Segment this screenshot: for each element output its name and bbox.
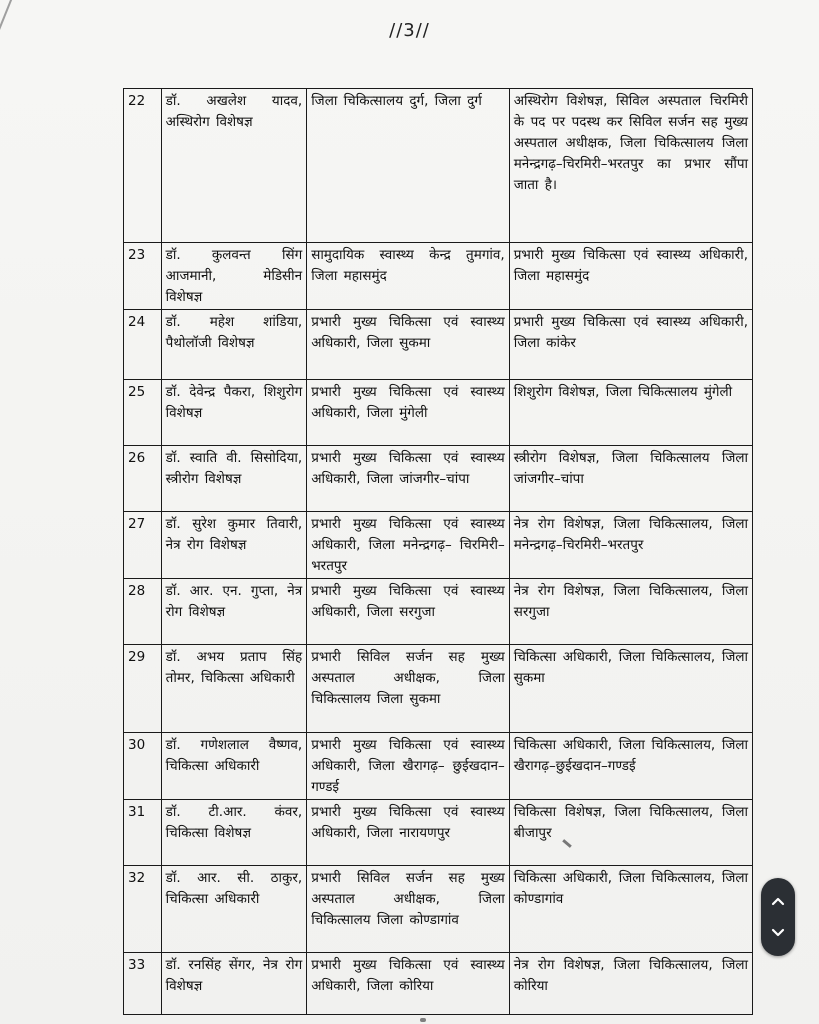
chevron-up-icon — [771, 896, 785, 906]
table-row — [124, 645, 753, 733]
table-row — [124, 380, 753, 446]
current-posting-cell: जिला चिकित्सालय दुर्ग, जिला दुर्ग — [307, 89, 510, 243]
new-posting-cell: अस्थिरोग विशेषज्ञ, सिविल अस्पताल चिरमिरी के पद पर पदस्थ कर सिविल सर्जन सह मुख्य अस्पताल अधीक्षक, जिला चिकित्सालय जिला मनेन्द्रगढ़–चिरमिरी–भरतपुर का प्रभार सौंपा जाता है। — [509, 89, 752, 243]
row-number: 33 — [124, 953, 162, 1015]
current-posting-cell: प्रभारी मुख्य चिकित्सा एवं स्वास्थ्य अधिकारी, जिला जांजगीर–चांपा — [307, 446, 510, 512]
current-posting-cell: प्रभारी मुख्य चिकित्सा एवं स्वास्थ्य अधिकारी, जिला खैरागढ़– छुईखदान–गण्डई — [307, 733, 510, 800]
table-row — [124, 310, 753, 380]
current-posting-cell: सामुदायिक स्वास्थ्य केन्द्र तुमगांव, जिला महासमुंद — [307, 243, 510, 310]
officer-name-cell: डॉ. सुरेश कुमार तिवारी, नेत्र रोग विशेषज्ञ — [161, 512, 307, 579]
current-posting-cell: प्रभारी मुख्य चिकित्सा एवं स्वास्थ्य अधिकारी, जिला मुंगेली — [307, 380, 510, 446]
officer-name-cell: डॉ. देवेन्द्र पैकरा, शिशुरोग विशेषज्ञ — [161, 380, 307, 446]
new-posting-cell: चिकित्सा अधिकारी, जिला चिकित्सालय, जिला सुकमा — [509, 645, 752, 733]
page-number: //3// — [389, 20, 430, 41]
officer-name-cell: डॉ. अखलेश यादव, अस्थिरोग विशेषज्ञ — [161, 89, 307, 243]
table-row — [124, 89, 753, 243]
row-number: 25 — [124, 380, 162, 446]
new-posting-cell: प्रभारी मुख्य चिकित्सा एवं स्वास्थ्य अधिकारी, जिला कांकेर — [509, 310, 752, 380]
officer-name-cell: डॉ. स्वाति वी. सिसोदिया, स्त्रीरोग विशेषज्ञ — [161, 446, 307, 512]
row-number: 29 — [124, 645, 162, 733]
officer-name-cell: डॉ. आर. एन. गुप्ता, नेत्र रोग विशेषज्ञ — [161, 579, 307, 645]
row-number: 22 — [124, 89, 162, 243]
officer-name-cell: डॉ. टी.आर. कंवर, चिकित्सा विशेषज्ञ — [161, 800, 307, 866]
table-row — [124, 579, 753, 645]
scroll-control — [761, 878, 795, 956]
new-posting-cell: प्रभारी मुख्य चिकित्सा एवं स्वास्थ्य अधिकारी, जिला महासमुंद — [509, 243, 752, 310]
officer-name-cell: डॉ. महेश शांडिया, पैथोलॉजी विशेषज्ञ — [161, 310, 307, 380]
row-number: 27 — [124, 512, 162, 579]
table-row — [124, 446, 753, 512]
row-number: 28 — [124, 579, 162, 645]
pen-dot — [420, 1018, 426, 1022]
table-body — [124, 89, 753, 1015]
page-crease — [0, 0, 16, 93]
current-posting-cell: प्रभारी मुख्य चिकित्सा एवं स्वास्थ्य अधिकारी, जिला मनेन्द्रगढ़– चिरमिरी–भरतपुर — [307, 512, 510, 579]
current-posting-cell: प्रभारी मुख्य चिकित्सा एवं स्वास्थ्य अधिकारी, जिला सुकमा — [307, 310, 510, 380]
current-posting-cell: प्रभारी मुख्य चिकित्सा एवं स्वास्थ्य अधिकारी, जिला नारायणपुर — [307, 800, 510, 866]
new-posting-cell: चिकित्सा अधिकारी, जिला चिकित्सालय, जिला कोण्डागांव — [509, 866, 752, 953]
current-posting-cell: प्रभारी सिविल सर्जन सह मुख्य अस्पताल अधीक्षक, जिला चिकित्सालय जिला कोण्डागांव — [307, 866, 510, 953]
table-row — [124, 733, 753, 800]
officer-name-cell: डॉ. गणेशलाल वैष्णव, चिकित्सा अधिकारी — [161, 733, 307, 800]
new-posting-cell: स्त्रीरोग विशेषज्ञ, जिला चिकित्सालय जिला जांजगीर–चांपा — [509, 446, 752, 512]
row-number: 24 — [124, 310, 162, 380]
new-posting-cell: शिशुरोग विशेषज्ञ, जिला चिकित्सालय मुंगेली — [509, 380, 752, 446]
chevron-down-icon — [771, 928, 785, 938]
row-number: 30 — [124, 733, 162, 800]
row-number: 32 — [124, 866, 162, 953]
officer-name-cell: डॉ. कुलवन्त सिंग आजमानी, मेडिसीन विशेषज्ञ — [161, 243, 307, 310]
new-posting-cell: चिकित्सा विशेषज्ञ, जिला चिकित्सालय, जिला बीजापुर — [509, 800, 752, 866]
new-posting-cell: नेत्र रोग विशेषज्ञ, जिला चिकित्सालय, जिला कोरिया — [509, 953, 752, 1015]
row-number: 23 — [124, 243, 162, 310]
officer-name-cell: डॉ. अभय प्रताप सिंह तोमर, चिकित्सा अधिकारी — [161, 645, 307, 733]
scroll-down-button[interactable] — [765, 920, 791, 946]
table-row — [124, 866, 753, 953]
current-posting-cell: प्रभारी मुख्य चिकित्सा एवं स्वास्थ्य अधिकारी, जिला कोरिया — [307, 953, 510, 1015]
transfer-order-table — [123, 88, 753, 1015]
new-posting-cell: नेत्र रोग विशेषज्ञ, जिला चिकित्सालय, जिला मनेन्द्रगढ़–चिरमिरी–भरतपुर — [509, 512, 752, 579]
current-posting-cell: प्रभारी सिविल सर्जन सह मुख्य अस्पताल अधीक्षक, जिला चिकित्सालय जिला सुकमा — [307, 645, 510, 733]
table-row — [124, 512, 753, 579]
officer-name-cell: डॉ. आर. सी. ठाकुर, चिकित्सा अधिकारी — [161, 866, 307, 953]
row-number: 31 — [124, 800, 162, 866]
scroll-up-button[interactable] — [765, 888, 791, 914]
officer-name-cell: डॉ. रनसिंह सेंगर, नेत्र रोग विशेषज्ञ — [161, 953, 307, 1015]
table-row — [124, 243, 753, 310]
new-posting-cell: नेत्र रोग विशेषज्ञ, जिला चिकित्सालय, जिला सरगुजा — [509, 579, 752, 645]
table-row — [124, 800, 753, 866]
current-posting-cell: प्रभारी मुख्य चिकित्सा एवं स्वास्थ्य अधिकारी, जिला सरगुजा — [307, 579, 510, 645]
new-posting-cell: चिकित्सा अधिकारी, जिला चिकित्सालय, जिला खैरागढ़–छुईखदान–गण्डई — [509, 733, 752, 800]
table-row — [124, 953, 753, 1015]
row-number: 26 — [124, 446, 162, 512]
